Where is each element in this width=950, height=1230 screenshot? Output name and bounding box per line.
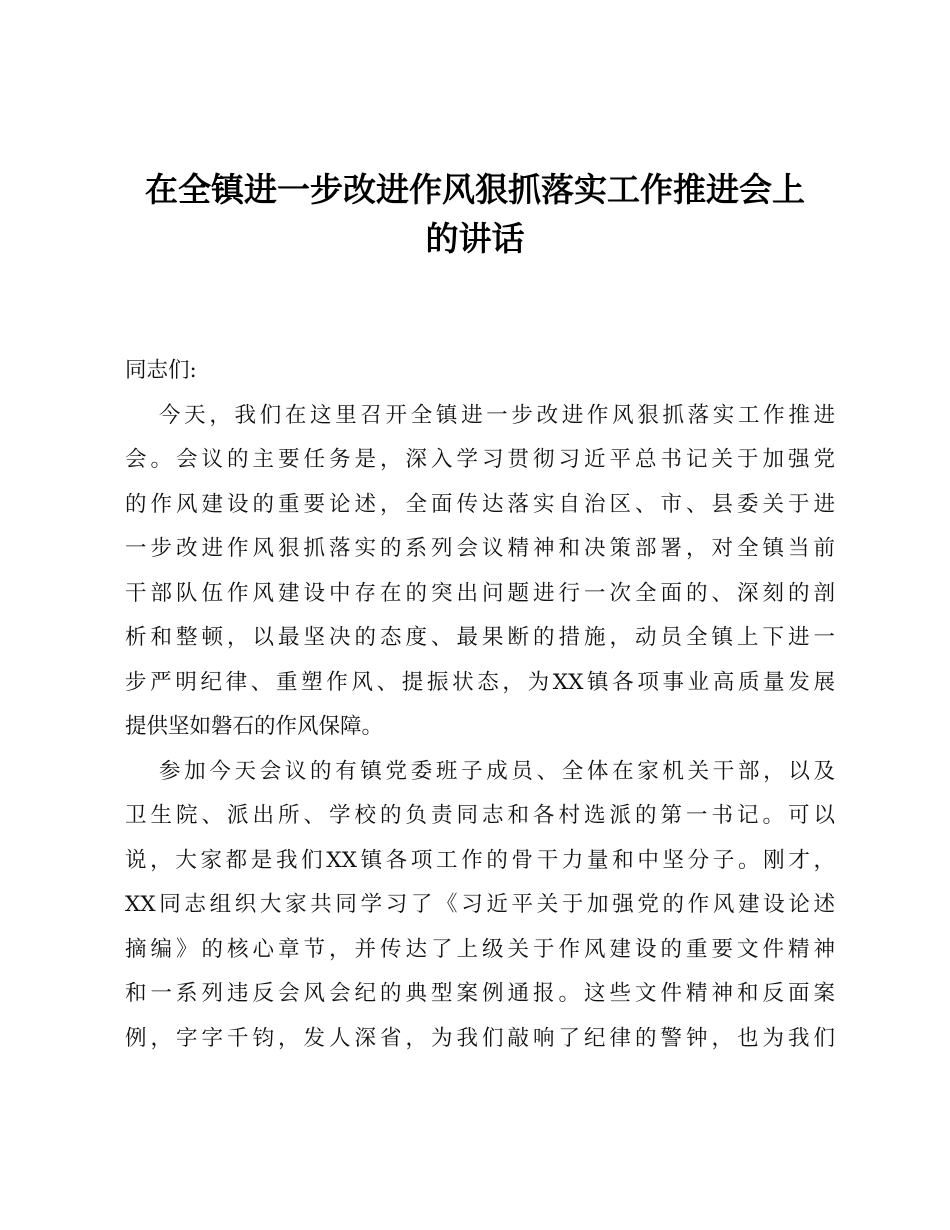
paragraph-1-line: 析和整顿，以最坚决的态度、最果断的措施，动员全镇上下进一	[125, 625, 835, 650]
paragraph-1	[125, 394, 835, 750]
paragraph-2	[125, 750, 835, 1062]
paragraph-2-line: 例，字字千钧，发人深省，为我们敲响了纪律的警钟，也为我们	[125, 1025, 835, 1051]
document-title	[110, 165, 840, 263]
paragraph-2-line: 卫生院、派出所、学校的负责同志和各村选派的第一书记。可以	[125, 803, 835, 828]
salutation: 同志们:	[125, 358, 197, 383]
paragraph-1-line: 提供坚如磐石的作风保障。	[125, 714, 384, 739]
paragraph-2-line: 参加今天会议的有镇党委班子成员、全体在家机关干部，以及	[159, 758, 835, 784]
paragraph-1-line: 步严明纪律、重塑作风、提振状态，为XX镇各项事业高质量发展	[125, 669, 835, 695]
paragraph-2-line: 摘编》的核心章节，并传达了上级关于作风建设的重要文件精神	[125, 936, 835, 962]
document-body	[125, 349, 835, 1061]
paragraph-2-line: 和一系列违反会风会纪的典型案例通报。这些文件精神和反面案	[125, 981, 835, 1006]
paragraph-1-line: 干部队伍作风建设中存在的突出问题进行一次全面的、深刻的剖	[125, 580, 835, 606]
paragraph-1-line: 的作风建设的重要论述，全面传达落实自治区、市、县委关于进	[125, 491, 835, 517]
paragraph-1-line: 会。会议的主要任务是，深入学习贯彻习近平总书记关于加强党	[125, 447, 835, 472]
paragraph-2-line: 说，大家都是我们XX镇各项工作的骨干力量和中坚分子。刚才，	[125, 847, 835, 873]
paragraph-1-line: 一步改进作风狠抓落实的系列会议精神和决策部署，对全镇当前	[125, 536, 835, 561]
title-line-1: 在全镇进一步改进作风狠抓落实工作推进会上	[145, 170, 805, 209]
paragraph-2-line: XX同志组织大家共同学习了《习近平关于加强党的作风建设论述	[125, 892, 835, 917]
title-line-2: 的讲话	[425, 219, 525, 258]
paragraph-1-line: 今天，我们在这里召开全镇进一步改进作风狠抓落实工作推进	[159, 402, 835, 428]
